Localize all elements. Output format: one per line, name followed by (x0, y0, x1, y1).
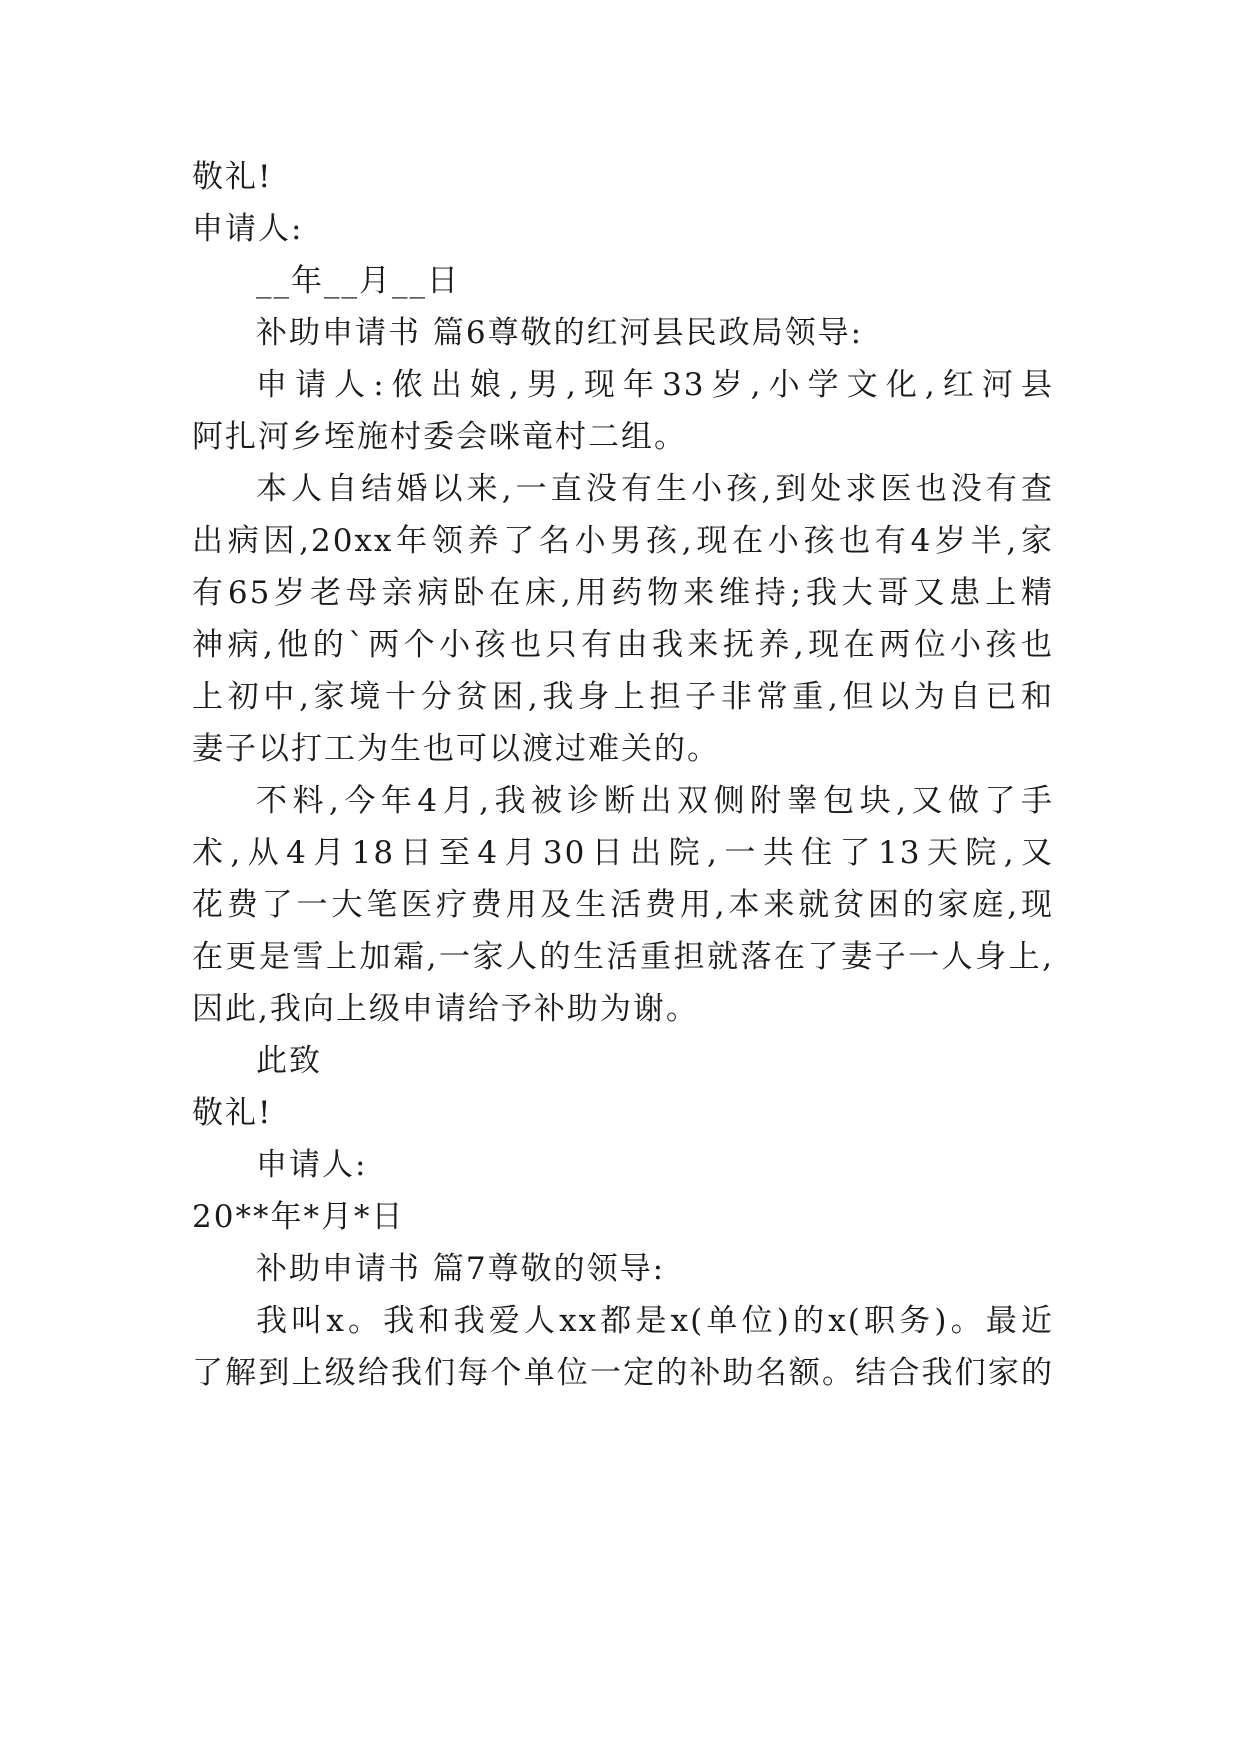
paragraph-line: 不料,今年4月,我被诊断出双侧附睾包块,又做了手 (256, 783, 1054, 819)
paragraph-line: 因此,我向上级申请给予补助为谢。 (192, 991, 699, 1027)
section-heading-6: 补助申请书 篇6尊敬的红河县民政局领导: (256, 315, 864, 351)
applicant-label: 申请人: (192, 211, 304, 247)
paragraph-line: 我叫x。我和我爱人xx都是x(单位)的x(职务)。最近 (256, 1303, 1054, 1339)
paragraph-line: 术,从4月18日至4月30日出院,一共住了13天院,又 (192, 835, 1054, 871)
closing-phrase: 此致 (256, 1043, 322, 1079)
paragraph-line: 出病因,20xx年领养了名小男孩,现在小孩也有4岁半,家 (192, 523, 1054, 559)
paragraph-line: 花费了一大笔医疗费用及生活费用,本来就贫困的家庭,现 (192, 887, 1054, 923)
closing-salute: 敬礼! (192, 1095, 273, 1131)
paragraph-line: 本人自结婚以来,一直没有生小孩,到处求医也没有查 (256, 471, 1054, 507)
closing-salute: 敬礼! (192, 159, 273, 195)
date-line: 20**年*月*日 (192, 1199, 405, 1235)
paragraph-line: 妻子以打工为生也可以渡过难关的。 (192, 731, 720, 767)
paragraph-line: 阿扎河乡垤施村委会咪竜村二组。 (192, 419, 687, 455)
date-blank: __年__月__日 (256, 263, 460, 299)
paragraph-line: 了解到上级给我们每个单位一定的补助名额。结合我们家的 (192, 1355, 1054, 1391)
paragraph-line: 有65岁老母亲病卧在床,用药物来维持;我大哥又患上精 (192, 575, 1054, 611)
paragraph-line: 上初中,家境十分贫困,我身上担子非常重,但以为自已和 (192, 679, 1054, 715)
section-heading-7: 补助申请书 篇7尊敬的领导: (256, 1251, 666, 1287)
applicant-label: 申请人: (256, 1147, 368, 1183)
paragraph-line: 申请人:侬出娘,男,现年33岁,小学文化,红河县 (256, 367, 1054, 403)
paragraph-line: 神病,他的`两个小孩也只有由我来抚养,现在两位小孩也 (192, 627, 1054, 663)
paragraph-line: 在更是雪上加霜,一家人的生活重担就落在了妻子一人身上, (192, 939, 1054, 975)
